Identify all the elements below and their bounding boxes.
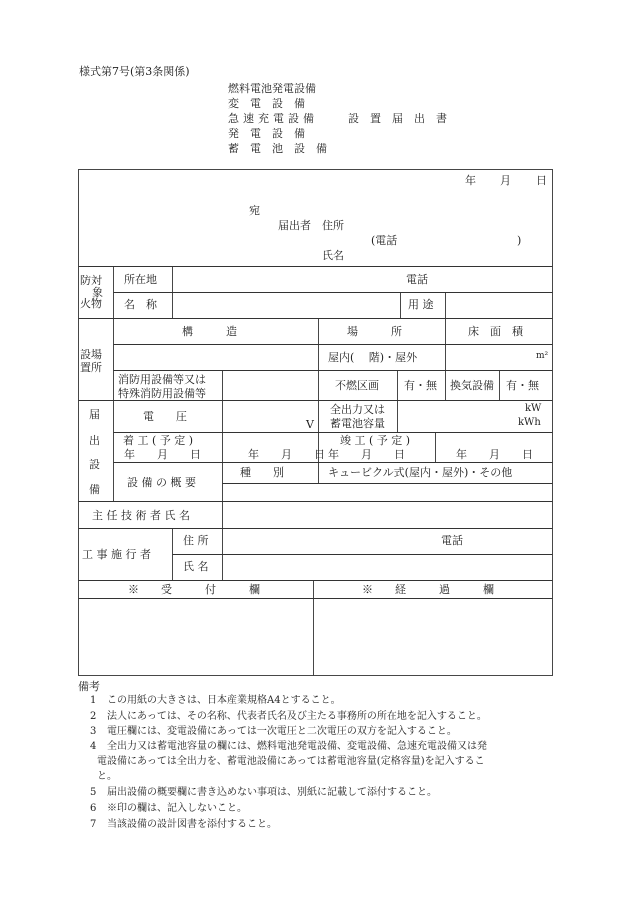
contractor-address-label: 住 所: [183, 534, 209, 547]
title-suffix: 設 置 届 出 書: [348, 112, 447, 125]
target-group-label-2: 象: [92, 286, 103, 299]
target-group-label-1: 防対: [80, 274, 102, 287]
notifier-address-label: 届出者 住所: [278, 219, 344, 232]
notes-heading: 備考: [78, 680, 100, 693]
note-text: この用紙の大きさは、日本産業規格A4とすること。: [107, 695, 341, 706]
complete-date-value: 年 月 日: [456, 448, 533, 461]
note-text: 法人にあっては、その名称、代表者氏名及び主たる事務所の所在地を記入すること。: [107, 711, 487, 722]
engineer-label: 主 任 技 術 者 氏 名: [92, 509, 190, 522]
output-unit-kw: kW: [525, 403, 542, 414]
note-num: 7: [90, 819, 97, 830]
area-unit: m²: [536, 351, 549, 361]
note-num: 4: [90, 741, 97, 752]
name-label: 氏名: [322, 249, 344, 262]
note-num: 2: [90, 711, 97, 722]
output-label-2: 蓄電池容量: [330, 417, 385, 430]
title-item-substation: 変 電 設 備: [228, 97, 305, 110]
note-text: 電設備にあっては全出力を、蓄電池設備にあっては蓄電池容量(定格容量)を記入するこ: [97, 756, 485, 767]
reception-label: ※ 受 付 欄: [128, 583, 260, 596]
start-date: 年 月 日: [124, 448, 201, 461]
complete-label: 竣 工 ( 予 定 ): [340, 434, 411, 447]
start-date-value: 年 月 日: [248, 448, 325, 461]
note-text: 電圧欄には、変電設備にあっては一次電圧と二次電圧の双方を記入すること。: [107, 726, 457, 737]
output-label-1: 全出力又は: [330, 403, 385, 416]
note-text: ※印の欄は、記入しないこと。: [107, 803, 247, 814]
progress-label: ※ 経 過 欄: [362, 583, 494, 596]
equipment-group-char-3: 設: [89, 458, 100, 471]
equipment-group-char-4: 備: [89, 483, 100, 496]
usage-label: 用 途: [408, 298, 434, 311]
start-label: 着 工 ( 予 定 ): [123, 434, 194, 447]
ventilation-label: 換気設備: [450, 379, 494, 392]
title-item-battery: 蓄 電 池 設 備: [228, 142, 327, 155]
target-group-label-3: 火物: [80, 297, 102, 310]
note-text: 当該設備の設計図書を添付すること。: [107, 819, 277, 830]
fireproof-yes-no: 有・無: [404, 379, 437, 392]
type-label: 種 別: [240, 466, 284, 479]
note-num: 6: [90, 803, 97, 814]
date-year: 年: [465, 174, 476, 187]
phone-close: ): [517, 234, 522, 247]
title-item-generator: 発 電 設 備: [228, 127, 305, 140]
equipment-group-char-2: 出: [89, 434, 100, 447]
install-group-label-1: 設場: [80, 348, 102, 361]
date-day: 日: [536, 174, 547, 187]
note-text: 届出設備の概要欄に書き込めない事項は、別紙に記載して添付すること。: [107, 787, 437, 798]
date-month: 月: [500, 174, 511, 187]
place-label: 場 所: [347, 325, 402, 338]
target-name-label: 名 称: [124, 298, 157, 311]
output-unit-kwh: kWh: [518, 417, 541, 428]
form-number: 様式第7号(第3条関係): [79, 65, 190, 78]
voltage-label: 電 圧: [143, 410, 187, 423]
note-text: と。: [97, 771, 117, 782]
note-num: 3: [90, 726, 97, 737]
floor-area-label: 床 面 積: [468, 325, 523, 338]
overview-label: 設 備 の 概 要: [127, 476, 196, 489]
voltage-unit: V: [306, 418, 314, 431]
title-item-quick-charge: 急速充電設備: [228, 112, 318, 125]
note-text: 全出力又は蓄電池容量の欄には、燃料電池発電設備、変電設備、急速充電設備又は発: [107, 741, 487, 752]
title-item-fuel-cell: 燃料電池発電設備: [228, 82, 316, 95]
contractor-phone-label: 電話: [441, 534, 463, 547]
note-num: 1: [90, 695, 97, 706]
contractor-label: 工 事 施 行 者: [82, 548, 151, 561]
note-num: 5: [90, 787, 97, 798]
equipment-group-char-1: 届: [89, 408, 100, 421]
equipment-label-2: 特殊消防用設備等: [118, 387, 206, 400]
ventilation-yes-no: 有・無: [506, 379, 539, 392]
contractor-name-label: 氏 名: [183, 560, 209, 573]
equipment-label-1: 消防用設備等又は: [118, 373, 206, 386]
fireproof-label: 不燃区画: [335, 379, 379, 392]
location-label: 所在地: [124, 273, 157, 286]
phone-open: (電話: [371, 234, 398, 247]
structure-label: 構 造: [182, 325, 237, 338]
install-group-label-2: 置所: [80, 361, 102, 374]
indoor-outdoor: 屋内( 階)・屋外: [328, 351, 418, 364]
target-phone-label: 電話: [406, 273, 428, 286]
complete-date: 年 月 日: [328, 448, 405, 461]
addressee: 宛: [249, 204, 260, 217]
type-value: キュービクル式(屋内・屋外)・その他: [328, 466, 513, 479]
